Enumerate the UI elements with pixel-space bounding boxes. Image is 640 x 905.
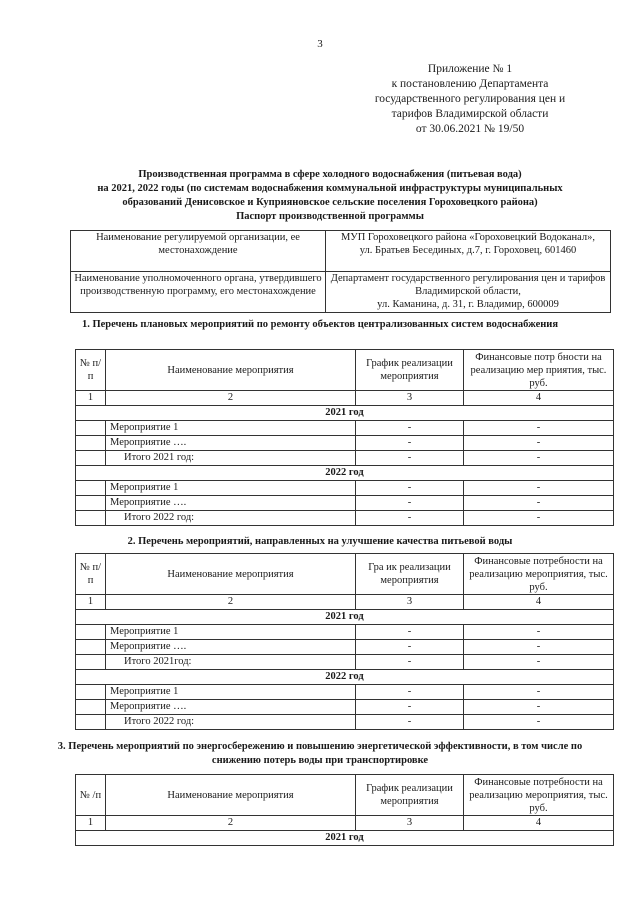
col-header-finance: Финансовые потребности на реализацию мероприятия, тыс. руб. [464,775,614,816]
col-header-num: № п/п [76,350,106,391]
total-label: Итого 2021 год: [106,451,356,466]
section-title: 2. Перечень мероприятий, направленных на улучшение качества питьевой воды [127,536,513,547]
item-name: Мероприятие 1 [106,481,356,496]
year-row: 2021 год [76,406,614,421]
cell-finance: - [464,700,614,715]
appendix-line: государственного регулирования цен и [374,93,566,105]
cell-schedule: - [356,640,464,655]
col-index: 3 [356,816,464,831]
section-title: 3. Перечень мероприятий по энергосбережению и повышению энергетической эффективности, в том числе по снижению потерь воды при транспортировке [57,741,583,766]
cell-finance: - [464,640,614,655]
item-name: Мероприятие 1 [106,421,356,436]
col-index: 2 [106,391,356,406]
cell-schedule: - [356,715,464,730]
passport-label: Наименование уполномоченного органа, утвердившего производственную программу, его местонахождение [71,272,326,313]
passport-value: Департамент государственного регулирования цен и тарифов Владимирской области, ул. Каманина, д. 31, г. Владимир, 600009 [326,272,611,313]
passport-row [71,231,611,272]
total-label: Итого 2022 год: [106,715,356,730]
col-index: 4 [464,816,614,831]
cell-schedule: - [356,421,464,436]
passport-table [70,230,611,313]
cell-finance: - [464,511,614,526]
col-header-name: Наименование мероприятия [106,554,356,595]
document-heading [60,168,600,224]
total-label: Итого 2022 год: [106,511,356,526]
col-index: 2 [106,595,356,610]
table-row [76,496,614,511]
heading-line: Производственная программа в сфере холодного водоснабжения (питьевая вода) [138,169,522,180]
appendix-line: тарифов Владимирской области [391,108,549,120]
cell-finance: - [464,496,614,511]
item-name: Мероприятие …. [106,700,356,715]
cell-finance: - [464,625,614,640]
year-row: 2021 год [76,610,614,625]
appendix-line: от 30.06.2021 № 19/50 [415,123,525,135]
cell-finance: - [464,451,614,466]
cell-finance: - [464,436,614,451]
cell-finance: - [464,685,614,700]
col-index: 1 [76,816,106,831]
total-row [76,655,614,670]
item-name: Мероприятие …. [106,496,356,511]
passport-row [71,272,611,313]
cell-schedule: - [356,625,464,640]
heading-line: образований Денисовское и Куприяновское сельские поселения Гороховецкого района) [122,197,538,208]
plan-table-1 [75,349,614,526]
item-name: Мероприятие …. [106,640,356,655]
col-header-num: № /п [76,775,106,816]
cell-schedule: - [356,451,464,466]
total-row [76,715,614,730]
col-header-name: Наименование мероприятия [106,350,356,391]
cell-schedule: - [356,700,464,715]
col-index: 1 [76,391,106,406]
total-row [76,451,614,466]
cell-schedule: - [356,436,464,451]
year-row: 2022 год [76,466,614,481]
cell-finance: - [464,715,614,730]
appendix-line: к постановлению Департамента [391,78,549,90]
section-title: 1. Перечень плановых мероприятий по ремонту объектов централизованных систем водоснабжения [81,319,559,330]
cell-schedule: - [356,496,464,511]
col-header-schedule: График реализации мероприятия [356,775,464,816]
table-row [76,481,614,496]
cell-finance: - [464,421,614,436]
heading-line: на 2021, 2022 годы (по системам водоснабжения коммунальной инфраструктуры муниципальных [97,183,563,194]
table-row [76,685,614,700]
plan-table-2 [75,553,614,730]
item-name: Мероприятие 1 [106,625,356,640]
col-index: 4 [464,595,614,610]
year-row: 2021 год [76,831,614,846]
heading-line: Паспорт производственной программы [236,211,424,222]
col-header-schedule: График реализации мероприятия [356,350,464,391]
col-index: 1 [76,595,106,610]
passport-label: Наименование регулируемой организации, ее местонахождение [71,231,326,272]
cell-finance: - [464,655,614,670]
col-index: 2 [106,816,356,831]
total-label: Итого 2021год: [106,655,356,670]
cell-schedule: - [356,655,464,670]
col-header-num: № п/п [76,554,106,595]
total-row [76,511,614,526]
item-name: Мероприятие 1 [106,685,356,700]
cell-schedule: - [356,511,464,526]
col-header-name: Наименование мероприятия [106,775,356,816]
table-row [76,700,614,715]
year-row: 2022 год [76,670,614,685]
table-row [76,436,614,451]
page-number: 3 [317,38,323,50]
col-index: 3 [356,595,464,610]
cell-schedule: - [356,481,464,496]
passport-value: МУП Гороховецкого района «Гороховецкий Водоканал», ул. Братьев Бесединых, д.7, г. Гороховец, 601460 [326,231,611,272]
table-row [76,640,614,655]
table-row [76,625,614,640]
plan-table-3 [75,774,614,846]
col-header-finance: Финансовые потребности на реализацию мероприятия, тыс. руб. [464,554,614,595]
col-header-schedule: Гра ик реализации мероприятия [356,554,464,595]
cell-schedule: - [356,685,464,700]
appendix-line: Приложение № 1 [427,63,513,75]
col-index: 4 [464,391,614,406]
appendix-block [340,62,600,137]
table-row [76,421,614,436]
col-header-finance: Финансовые потр бности на реализацию мер приятия, тыс. руб. [464,350,614,391]
item-name: Мероприятие …. [106,436,356,451]
cell-finance: - [464,481,614,496]
col-index: 3 [356,391,464,406]
